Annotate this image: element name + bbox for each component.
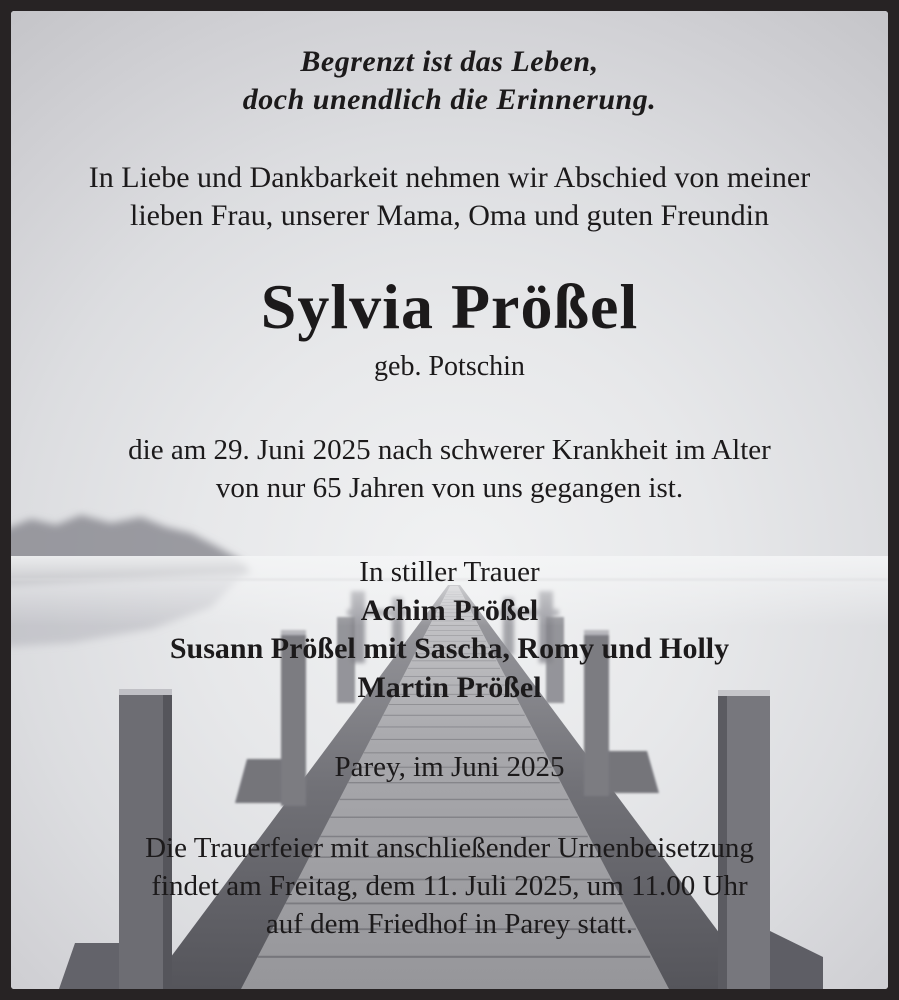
epigraph-line-1: Begrenzt ist das Leben, <box>300 45 599 78</box>
mourner-name: Achim Prößel <box>360 593 539 627</box>
death-line-1: die am 29. Juni 2025 nach schwerer Krankheit im Alter <box>128 434 771 466</box>
epigraph-line-2: doch unendlich die Erinnerung. <box>242 83 657 116</box>
mourning-heading: In stiller Trauer <box>359 556 540 588</box>
funeral-line-1: Die Trauerfeier mit anschließender Urnenbeisetzung <box>145 832 754 864</box>
death-line-2: von nur 65 Jahren von uns gegangen ist. <box>215 472 684 504</box>
mourner-name: Martin Prößel <box>357 670 542 704</box>
death-text <box>0 431 899 507</box>
funeral-info <box>0 829 899 943</box>
funeral-line-2: findet am Freitag, dem 11. Juli 2025, um 11.00 Uhr <box>151 870 748 902</box>
deceased-name: Sylvia Prößel <box>260 271 639 342</box>
funeral-line-3: auf dem Friedhof in Parey statt. <box>265 908 634 940</box>
intro-line-1: In Liebe und Dankbarkeit nehmen wir Abschied von meiner <box>88 161 811 194</box>
place-and-date: Parey, im Juni 2025 <box>334 751 565 783</box>
mourning-section <box>0 553 899 707</box>
maiden-name: geb. Potschin <box>374 351 525 382</box>
intro-line-2: lieben Frau, unserer Mama, Oma und guten Freundin <box>129 199 769 232</box>
epigraph <box>0 43 899 119</box>
mourner-name: Susann Prößel mit Sascha, Romy und Holly <box>169 632 730 665</box>
intro-text <box>0 159 899 235</box>
